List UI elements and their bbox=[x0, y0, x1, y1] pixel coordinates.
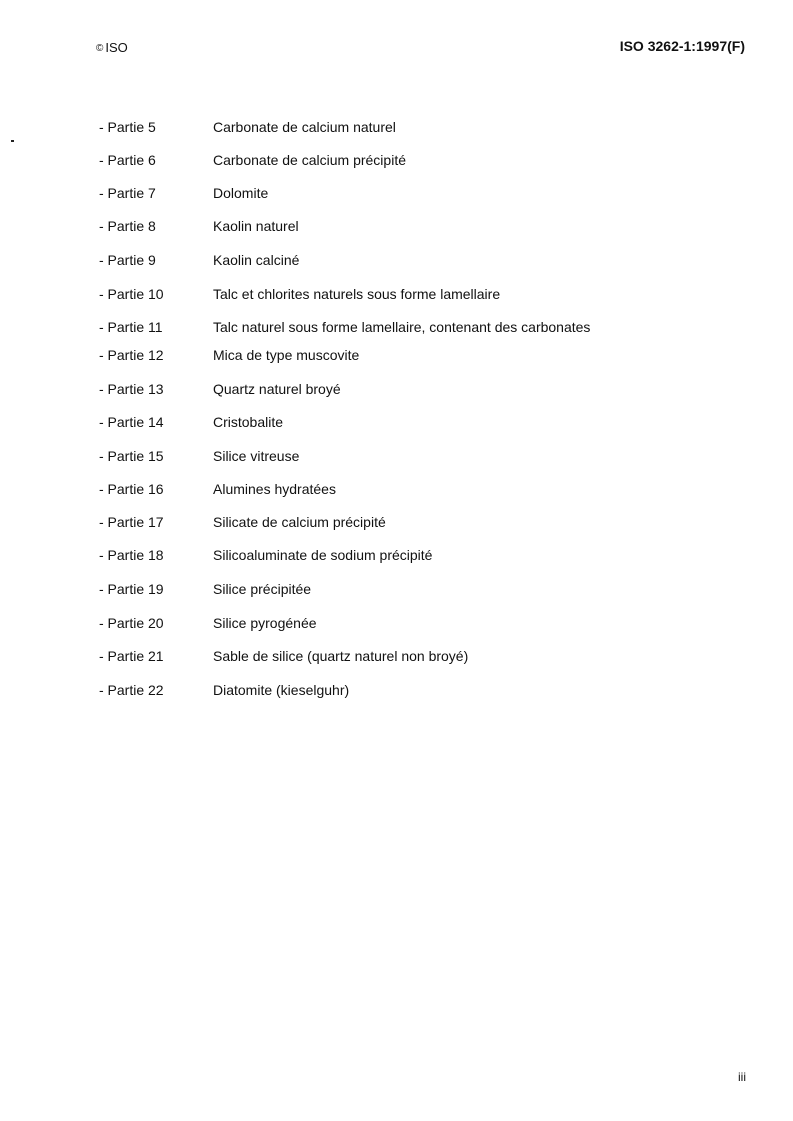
part-label: - Partie 5 bbox=[99, 119, 156, 135]
part-title: Mica de type muscovite bbox=[213, 347, 360, 363]
publisher-name: ISO bbox=[105, 40, 128, 55]
part-title: Carbonate de calcium naturel bbox=[213, 119, 396, 135]
page-header-left bbox=[96, 40, 128, 55]
scan-mark bbox=[11, 140, 14, 142]
part-label: - Partie 21 bbox=[99, 648, 164, 664]
document-reference: ISO 3262-1:1997(F) bbox=[619, 38, 745, 54]
part-title: Sable de silice (quartz naturel non broyé) bbox=[213, 648, 469, 664]
part-title: Carbonate de calcium précipité bbox=[213, 152, 406, 168]
part-title: Dolomite bbox=[213, 185, 269, 201]
part-label: - Partie 12 bbox=[99, 347, 164, 363]
part-title: Talc naturel sous forme lamellaire, contenant des carbonates bbox=[213, 319, 591, 335]
part-label: - Partie 11 bbox=[99, 319, 163, 335]
part-title: Silice précipitée bbox=[213, 581, 312, 597]
part-label: - Partie 14 bbox=[99, 414, 164, 430]
part-label: - Partie 10 bbox=[99, 286, 164, 302]
page-number: iii bbox=[738, 1070, 746, 1084]
part-title: Quartz naturel broyé bbox=[213, 381, 341, 397]
part-title: Silicate de calcium précipité bbox=[213, 514, 386, 530]
part-title: Silice vitreuse bbox=[213, 448, 300, 464]
part-title: Cristobalite bbox=[213, 414, 284, 430]
part-title: Diatomite (kieselguhr) bbox=[213, 682, 350, 698]
part-label: - Partie 16 bbox=[99, 481, 164, 497]
part-label: - Partie 13 bbox=[99, 381, 164, 397]
copyright-icon: © bbox=[96, 43, 104, 54]
part-title: Kaolin calciné bbox=[213, 252, 300, 268]
part-label: - Partie 9 bbox=[99, 252, 156, 268]
part-label: - Partie 22 bbox=[99, 682, 164, 698]
part-title: Silicoaluminate de sodium précipité bbox=[213, 547, 433, 563]
part-title: Silice pyrogénée bbox=[213, 615, 317, 631]
part-label: - Partie 19 bbox=[99, 581, 164, 597]
part-label: - Partie 15 bbox=[99, 448, 164, 464]
part-label: - Partie 7 bbox=[99, 185, 156, 201]
part-label: - Partie 20 bbox=[99, 615, 164, 631]
part-label: - Partie 18 bbox=[99, 547, 164, 563]
part-label: - Partie 6 bbox=[99, 152, 156, 168]
part-title: Alumines hydratées bbox=[213, 481, 336, 497]
part-title: Kaolin naturel bbox=[213, 218, 299, 234]
part-label: - Partie 17 bbox=[99, 514, 164, 530]
part-label: - Partie 8 bbox=[99, 218, 156, 234]
part-title: Talc et chlorites naturels sous forme lamellaire bbox=[213, 286, 501, 302]
